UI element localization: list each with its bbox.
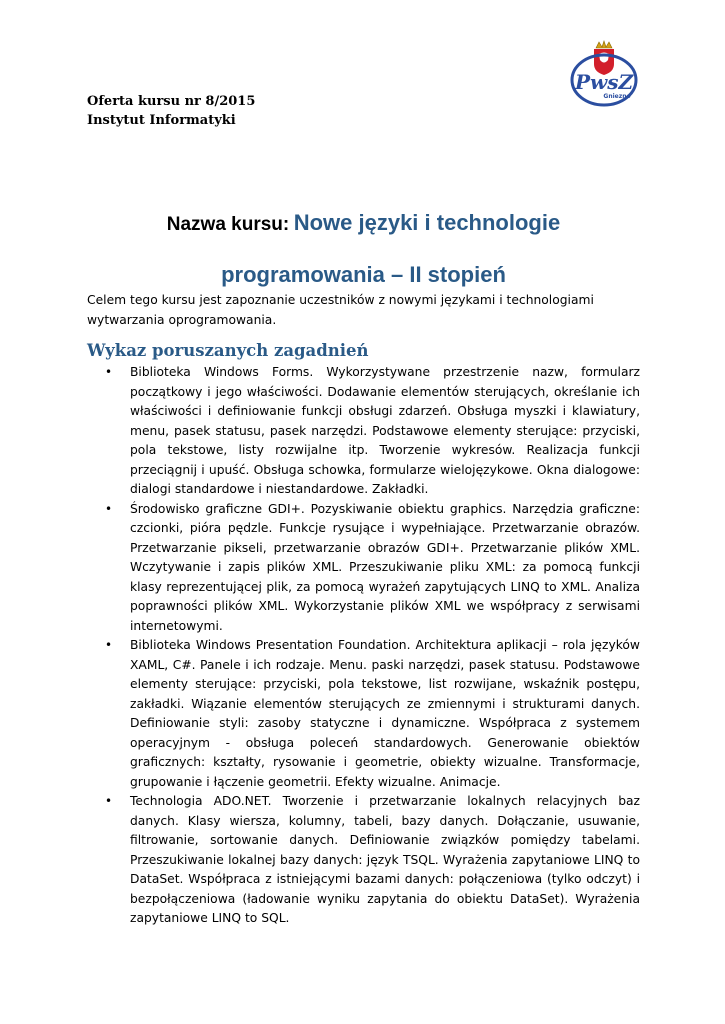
list-item-text: Biblioteka Windows Presentation Foundation. Architektura aplikacji – rola języków XAML, C#. Panele i ich rodzaje. Menu. paski narzędzi, pasek statusu. Podstawowe elementy sterujące: przyciski, pola tekstowe, list rozwijane, wskaźnik postępu, zakładki. Wiązanie elementów sterujących ze zmiennymi i strukturami danych. Definiowanie styli: zasoby statyczne i dynamiczne. Współpraca z systemem operacyjnym - obsługa poleceń standardowych. Generowanie obiektów graficznych: kształty, rysowanie i geometrie, obiekty wizualne. Transformacje, grupowanie i łączenie geometrii. Efekty wizualne. Animacje.	[130, 638, 640, 789]
bullet-icon: •	[105, 501, 113, 516]
bullet-icon: •	[105, 365, 113, 379]
course-title-line1: Nowe języki i technologie	[293, 210, 561, 235]
list-item	[87, 792, 640, 929]
list-item-text: Technologia ADO.NET. Tworzenie i przetwarzanie lokalnych relacyjnych baz danych. Klasy wiersza, kolumny, tabeli, bazy danych. Dołączanie, usuwanie, filtrowanie, sortowanie danych. Definiowanie związków pomiędzy tabelami. Przeszukiwanie lokalnej bazy danych: język TSQL. Wyrażenia zapytaniowe LINQ to DataSet. Współpraca z istniejącymi bazami danych: połączeniowa (tylko odczyt) i bezpołączeniowa (ładowanie wyniku zapytania do obiektu DataSet). Wyrażenia zapytaniowe LINQ to SQL.	[130, 794, 640, 925]
institute-name: Instytut Informatyki	[87, 113, 236, 128]
course-title-line2: programowania – II stopień	[221, 262, 506, 287]
pwsz-gniezno-logo-icon	[568, 40, 640, 110]
list-item-text: Biblioteka Windows Forms. Wykorzystywane przestrzenie nazw, formularz początkowy i jego właściwości. Dodawanie elementów sterujących, określanie ich właściwości i definiowanie funkcji obsługi zdarzeń. Obsługa myszki i klawiatury, menu, pasek statusu, pasek narzędzi. Podstawowe elementy sterujące: przyciski, pola tekstowe, listy rozwijalne itp. Tworzenie wykresów. Realizacja funkcji przeciągnij i upuść. Obsługa schowka, formularze wielojęzykowe. Okna dialogowe: dialogi standardowe i niestandardowe. Zakładki.	[130, 365, 640, 496]
svg-text:PwsZ: PwsZ	[574, 70, 634, 94]
course-title	[87, 198, 640, 302]
list-item	[87, 500, 640, 637]
list-item-text: Środowisko graficzne GDI+. Pozyskiwanie obiektu graphics. Narzędzia graficzne: czcionki, pióra pędzle. Funkcje rysujące i wypełniające. Przetwarzanie obrazów. Przetwarzanie pikseli, przetwarzanie obrazów GDI+. Przetwarzanie plików XML. Wczytywanie i zapis plików XML. Przeszukiwanie pliku XML: za pomocą funkcji klasy reprezentującej plik, za pomocą wyrażeń zapytujących LINQ to XML. Analiza poprawności plików XML. Wykorzystanie plików XML we współpracy z serwisami internetowymi.	[130, 501, 640, 633]
bullet-icon: •	[105, 794, 113, 808]
course-title-prefix: Nazwa kursu:	[166, 214, 290, 235]
bullet-icon: •	[105, 638, 113, 652]
document-header	[87, 92, 255, 130]
intro-paragraph: Celem tego kursu jest zapoznanie uczestników z nowymi językami i technologiami wytwarzania oprogramowania.	[87, 293, 594, 327]
svg-text:Gniezno: Gniezno	[603, 93, 631, 100]
topics-list	[87, 363, 640, 929]
list-item	[87, 363, 640, 500]
section-heading: Wykaz poruszanych zagadnień	[87, 341, 369, 360]
offer-number: Oferta kursu nr 8/2015	[87, 94, 256, 109]
list-item	[87, 636, 640, 792]
